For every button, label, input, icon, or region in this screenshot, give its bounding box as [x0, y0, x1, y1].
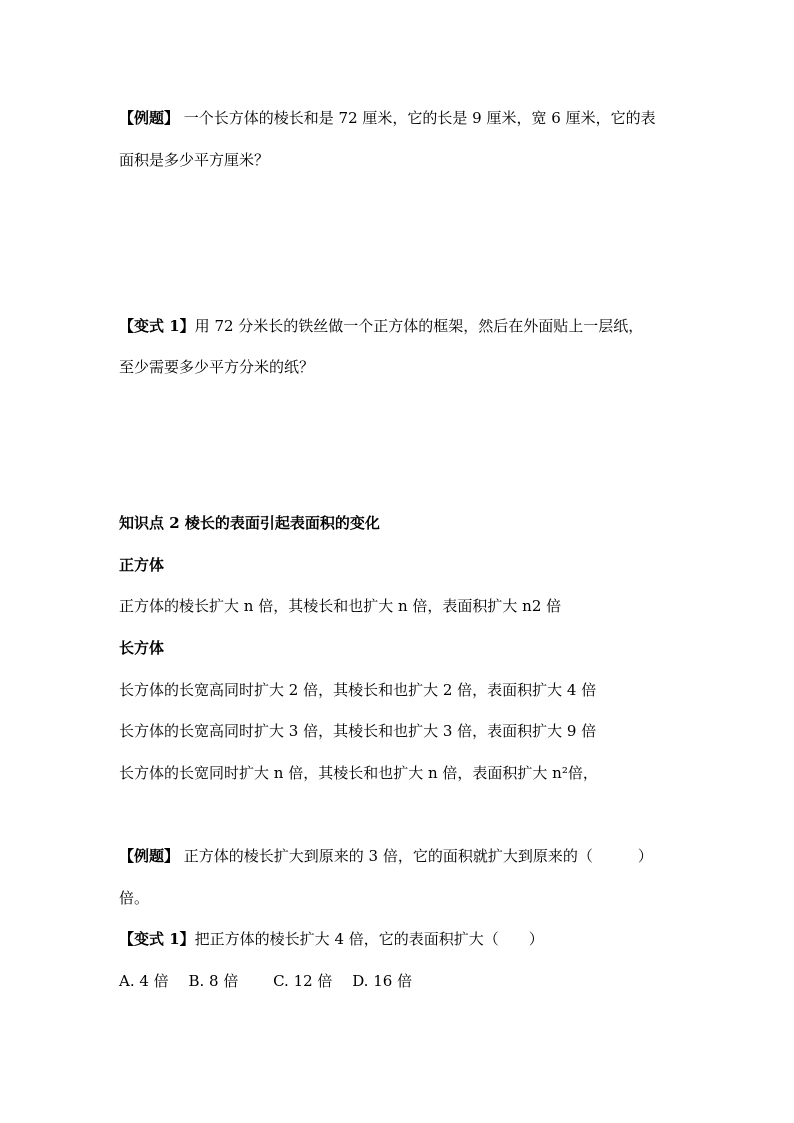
variant-tag: 【变式 1】	[119, 930, 195, 948]
example1-line2: 面积是多少平方厘米？	[119, 151, 270, 169]
cuboid-rule-1: 长方体的长宽高同时扩大 2 倍，其棱长和也扩大 2 倍，表面积扩大 4 倍	[119, 681, 597, 699]
cuboid-heading: 长方体	[119, 639, 165, 657]
cuboid-rule-2: 长方体的长宽高同时扩大 3 倍，其棱长和也扩大 3 倍，表面积扩大 9 倍	[119, 722, 597, 740]
cuboid-rule-3: 长方体的长宽同时扩大 n 倍，其棱长和也扩大 n 倍，表面积扩大 n²倍，	[119, 764, 598, 782]
cube-rule: 正方体的棱长扩大 n 倍，其棱长和也扩大 n 倍，表面积扩大 n2 倍	[119, 597, 562, 615]
variant1-line1	[119, 316, 734, 336]
example-tag: 【例题】	[119, 847, 180, 865]
variant2-text: 把正方体的棱长扩大 4 倍，它的表面积扩大（ ）	[194, 930, 544, 948]
knowledge-heading: 知识点 2 棱长的表面引起表面积的变化	[119, 514, 380, 532]
example1-text: 一个长方体的棱长和是 72 厘米，它的长是 9 厘米，宽 6 厘米，它的表	[179, 109, 656, 127]
example1-line1	[119, 108, 734, 128]
variant-tag: 【变式 1】	[119, 317, 195, 335]
variant2-line1	[119, 929, 734, 949]
example2-line1	[119, 846, 734, 866]
cube-heading: 正方体	[119, 556, 165, 574]
example2-line2: 倍。	[119, 889, 150, 907]
variant1-text: 用 72 分米长的铁丝做一个正方体的框架，然后在外面贴上一层纸，	[194, 317, 644, 335]
variant2-options: A. 4 倍 B. 8 倍 C. 12 倍 D. 16 倍	[119, 972, 413, 990]
example-tag: 【例题】	[119, 109, 180, 127]
example2-text: 正方体的棱长扩大到原来的 3 倍，它的面积就扩大到原来的（ ）	[179, 847, 653, 865]
variant1-line2: 至少需要多少平方分米的纸？	[119, 358, 315, 376]
